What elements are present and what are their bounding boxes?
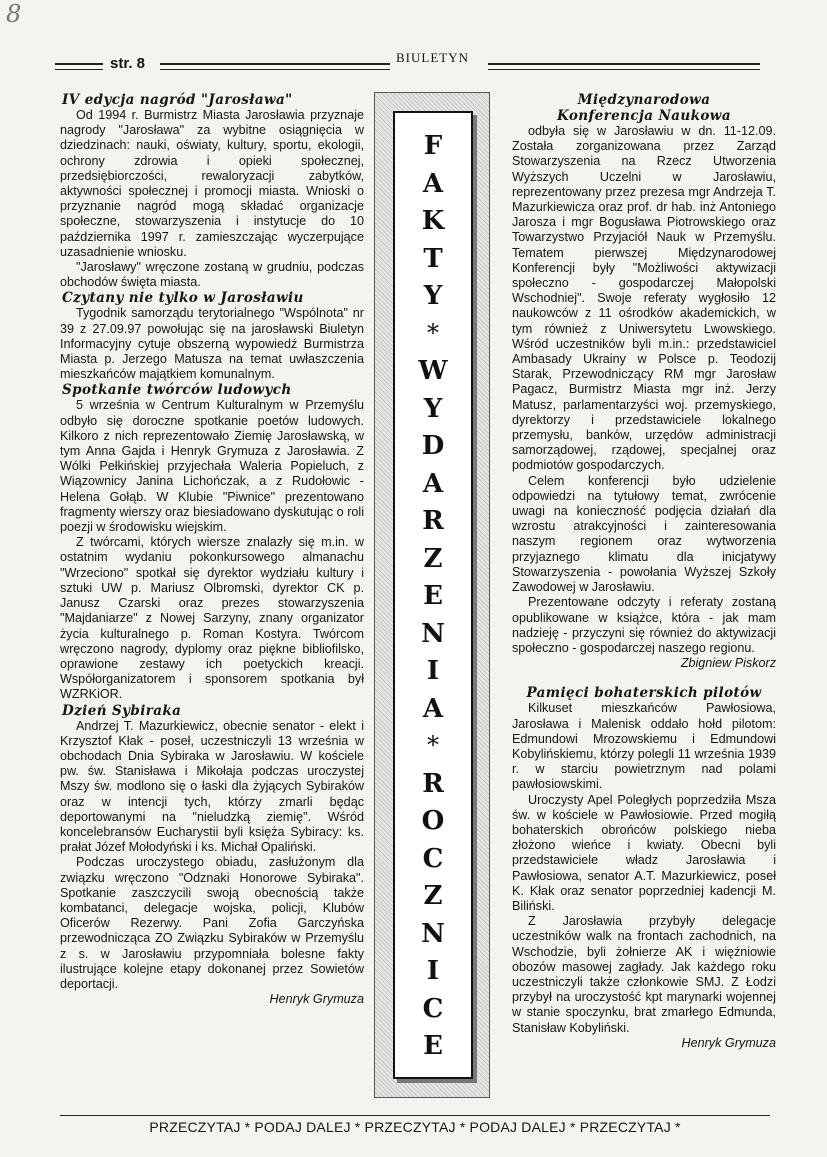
banner-letter: A bbox=[422, 468, 444, 499]
banner-letter: R bbox=[422, 506, 444, 536]
banner-star: * bbox=[427, 731, 439, 759]
article-paragraph: Kilkuset mieszkańców Pawłosiowa, Jarosława i Malenisk oddało hołd pilotom: Edmundowi Mrozowskiemu i Edmundowi Kobylińskiemu, którzy polegli 11 września 1939 r. w starciu powietrznym nad polami pawłosiowskimi. bbox=[512, 701, 776, 792]
banner-letter: K bbox=[421, 206, 445, 236]
article-title-konferencja-line1: Międzynarodowa bbox=[577, 92, 711, 108]
banner-letter: W bbox=[418, 356, 448, 386]
footer-rule bbox=[60, 1115, 770, 1116]
page-number: str. 8 bbox=[110, 55, 146, 72]
fakty-banner-box bbox=[393, 111, 473, 1079]
banner-letter: E bbox=[423, 581, 443, 611]
article-paragraph: Uroczysty Apel Poległych poprzedziła Msza św. w kościele w Pawłosiowie. Przed mogiłą bohaterskich obrońców polskiego nieba złożono wieńce i kwiaty. Obecni byli przedstawiciele władz Jarosławia i Pawłosiowa, senator A.T. Mazurkiewicz, poseł K. Kłak oraz senator poprzedniej kadencji M. Biliński. bbox=[512, 792, 776, 913]
article-paragraph: Celem konferencji było udzielenie odpowiedzi na tytułowy temat, zwrócenie uwagi na konieczność podjęcia działań dla wzrostu atrakcyjności i zainteresowania naszym regionem oraz wytworzenia przyjaznego klimatu dla inicjatywy Stowarzyszenia - powołania Wyższej Szkoły Zawodowej w Jarosławiu. bbox=[512, 473, 776, 595]
banner-letter: C bbox=[422, 843, 444, 874]
article-paragraph: 5 września w Centrum Kulturalnym w Przemyślu odbyło się doroczne spotkanie poetów ludowych. Kilkoro z nich reprezentowało Ziemię Jarosławską, w tym Anna Gajda i Henryk Grymuza z Jarosławia. Z Wólki Pełkińskiej przyjechała Waleria Popieluch, z Wiązownicy Janina Lichończak, a z Rudołowic - Helena Gołąb. W Klubie "Piwnice" prezentowano fragmenty wierszy oraz biesiadowano dyskutując o roli poezji w środowisku wiejskim. bbox=[60, 398, 364, 535]
banner-letter: D bbox=[421, 431, 445, 461]
banner-letter: A bbox=[422, 168, 444, 199]
header-rule-middle bbox=[160, 63, 390, 70]
article-paragraph: Z twórcami, których wiersze znalazły się m.in. w ostatnim wydaniu pokonkursowego almanachu "Wrzeciono" spotkał się dyrektor wydziału kultury i sztuki UW p. Mariusz Olbromski, dyrektor CK p. Janusz Czarski oraz prezes stowarzyszenia "Majdaniarze" z Nowej Sarzyny, znany organizator życia kulturalnego p. Roman Kostyra. Twórcom wręczono nagrody, dyplomy oraz piękne bibliofilsko, oprawione zestawy ich poetyckich kreacji. Współorganizatorem i sponsorem spotkania był WZRKiOR. bbox=[60, 535, 364, 702]
article-paragraph: Podczas uroczystego obiadu, zasłużonym dla związku wręczono "Odznaki Honorowe Sybiraka". Spotkanie zaszczycili swoją obecnością także kombatanci, delegacje wojska, policji, Klubów Oficerów Rezerwy. Pani Zofia Garczyńska przewodnicząca ZO Związku Sybiraków w Przemyślu z s. w Jarosławiu przypomniała bolesne fakty ilustrujące kolejne etapy dokonanej przez Sowietów deportacji. bbox=[60, 855, 364, 991]
article-paragraph: Prezentowane odczyty i referaty zostaną opublikowane w książce, która - jak mam nadzieję - przyczyni się również do aktywizacji społeczno - gospodarczej naszego regionu. bbox=[512, 595, 776, 655]
article-paragraph: Tygodnik samorządu terytorialnego "Wspólnota" nr 39 z 27.09.97 powołując się na jarosławski Biuletyn Informacyjny cytuje obszerną wypowiedź Burmistrza Miasta p. Jerzego Matusza na temat uwłaszczenia mieszkańców majątkiem komunalnym. bbox=[60, 306, 364, 382]
author-signature: Henryk Grymuza bbox=[269, 992, 364, 1007]
banner-letter: A bbox=[422, 693, 444, 724]
fakty-banner bbox=[374, 92, 490, 1098]
article-paragraph: Andrzej T. Mazurkiewicz, obecnie senator - elekt i Krzysztof Kłak - poseł, uczestniczyli 13 września w obchodach Dnia Sybiraka w Jarosławiu. W kościele pw. św. Stanisława i Mikołaja podczas uroczystej Mszy św. modlono się o łaski dla żyjących Sybiraków oraz w intencji tych, którzy zmarli będąc deportowanymi na "nieludzką ziemię". Wśród koncelebransów Eucharystii byli księża Sybiracy: ks. prałat Józef Mołodyński i ks. Michał Opaliński. bbox=[60, 718, 364, 855]
banner-letter: T bbox=[423, 243, 443, 274]
author-signature: Henryk Grymuza bbox=[681, 1035, 776, 1050]
banner-letter: Z bbox=[423, 881, 443, 911]
banner-letter: O bbox=[421, 806, 445, 836]
footer-slogan: PRZECZYTAJ * PODAJ DALEJ * PRZECZYTAJ * PODAJ DALEJ * PRZECZYTAJ * bbox=[149, 1119, 681, 1135]
header-rule-right bbox=[488, 63, 760, 70]
banner-star: * bbox=[427, 318, 439, 347]
article-title-czytany: Czytany nie tylko w Jarosławiu bbox=[62, 290, 304, 307]
article-title-nagrody: IV edycja nagród "Jarosława" bbox=[62, 92, 293, 108]
banner-letter: Y bbox=[423, 281, 443, 311]
author-signature: Zbigniew Piskorz bbox=[680, 656, 776, 671]
section-gap bbox=[512, 671, 776, 685]
article-paragraph: Z Jarosławia przybyły delegacje uczestników walk na frontach zachodnich, na Wschodzie, byli żołnierze AK i więźniowie obozów masowej zagłady. Jak każdego roku uczestniczyli także członkowie SMJ. Z Łodzi przybył na uroczystość kpt marynarki wojennej w stanie spoczynku, brat zmarłego Edmunda, Stanisław Kobyliński. bbox=[512, 914, 776, 1035]
banner-letter: C bbox=[422, 993, 444, 1024]
article-paragraph: "Jarosławy" wręczone zostaną w grudniu, podczas obchodów święta miasta. bbox=[60, 260, 364, 290]
banner-letter: Z bbox=[423, 543, 443, 574]
banner-letter: F bbox=[423, 131, 443, 161]
article-title-spotkanie: Spotkanie twórców ludowych bbox=[62, 382, 292, 399]
banner-letter: I bbox=[426, 956, 440, 986]
banner-letter: Y bbox=[423, 393, 443, 424]
right-column bbox=[512, 92, 776, 1112]
publication-title: BIULETYN bbox=[396, 50, 469, 65]
banner-letter: N bbox=[421, 918, 445, 949]
article-title-piloci: Pamięci bohaterskich pilotów bbox=[526, 685, 762, 702]
handwritten-page-mark: 8 bbox=[6, 0, 22, 28]
article-title-sybiraka: Dzień Sybiraka bbox=[62, 702, 182, 719]
article-paragraph: Od 1994 r. Burmistrz Miasta Jarosławia przyznaje nagrody "Jarosława" za wybitne osiągnięcia w dziedzinach: nauki, oświaty, kultury, sportu, ekologii, ochrony zdrowia i opieki społecznej, przedsiębiorczości, rewaloryzacji zabytków, aktywności społecznej i promocji miasta. Wnioski o przyznanie nagród mogą składać organizacje społeczne, stowarzyszenia i instytucje do 10 października 1997 r. zamieszczając wyczerpujące uzasadnienie wniosku. bbox=[60, 108, 364, 259]
article-paragraph: odbyła się w Jarosławiu w dn. 11-12.09. Została zorganizowana przez Zarząd Stowarzyszenia na Rzecz Utworzenia Wyższych Uczelni w Jarosławiu, reprezentowany przez prezesa mgr Andrzeja T. Mazurkiewicza oraz prof. dr hab. inż Antoniego Jarosza i mgr Bogusława Piotrowskiego oraz Towarzystwo Przyjaciół Nauk w Przemyślu. Tematem pierwszej Międzynarodowej Konferencji były "Możliwości aktywizacji społeczno - gospodarczej Małopolski Wschodniej". Swoje referaty wygłosiło 12 naukowców z 11 ośrodków akademickich, w tym również z Uniwersytetu Lwowskiego. Wśród uczestników byli m.in.: przedstawiciel Ambasady Ukrainy w Polsce p. Teodozij Starak, Przewodniczący RM mgr Jarosław Pagacz, Burmistrz Miasta mgr inż. Jerzy Matusz, parlamentarzyści woj. przemyskiego, dyrektorzy i przedstawiciele lokalnego przemysłu, banków, urzędów administracji samorządowej, rządowej, specjalnej oraz podmiotów gospodarczych. bbox=[512, 124, 776, 473]
article-title-konferencja-line2: Konferencja Naukowa bbox=[557, 108, 731, 124]
banner-letter: E bbox=[423, 1031, 443, 1061]
left-column bbox=[60, 92, 364, 1112]
banner-letter: I bbox=[426, 656, 440, 686]
header-rule-left bbox=[55, 63, 103, 70]
banner-letter: N bbox=[421, 618, 445, 649]
banner-letter: R bbox=[422, 768, 444, 799]
